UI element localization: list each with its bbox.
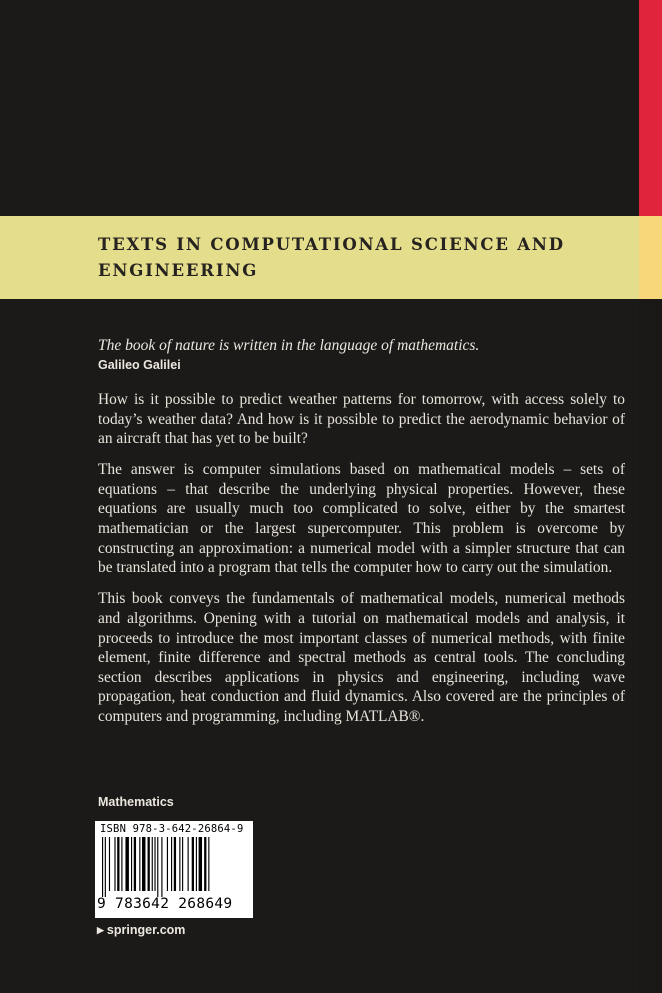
- barcode-bar: [117, 837, 119, 891]
- barcode: [95, 821, 253, 918]
- barcode-bar: [131, 837, 132, 891]
- spine-red-bar: [639, 0, 662, 216]
- barcode-bar: [199, 837, 202, 891]
- barcode-bar: [204, 837, 206, 891]
- website-label: springer.com: [106, 923, 186, 937]
- publisher-website: [97, 923, 185, 937]
- arrow-right-icon: ▶: [97, 925, 104, 935]
- blurb: [98, 390, 625, 738]
- barcode-bar: [114, 837, 115, 891]
- epigraph-author: Galileo Galilei: [98, 358, 181, 372]
- isbn-label: ISBN 978-3-642-26864-9: [100, 823, 244, 835]
- barcode-bar: [139, 837, 140, 891]
- subject-category: Mathematics: [98, 795, 174, 809]
- barcode-bar: [182, 837, 183, 891]
- blurb-paragraph: How is it possible to predict weather patterns for tomorrow, with access solely to today’s weather data? And how is it possible to predict the aerodynamic behavior of an aircraft that has yet to be built?: [98, 391, 625, 448]
- barcode-bar: [192, 837, 194, 891]
- barcode-bar: [109, 837, 110, 891]
- blurb-paragraph: The answer is computer simulations based on mathematical models – sets of equations – that describe the underlying physical properties. However, these equations are usually much too complicated to solve, either by the smartest mathematician or the largest supercomputer. This problem is overcome by constructing an approximation: a numerical model with a simpler structure that can be translated into a program that tells the computer how to carry out the simulation.: [98, 461, 625, 577]
- barcode-bar: [134, 837, 136, 891]
- blurb-paragraph: This book conveys the fundamentals of mathematical models, numerical methods and algorithms. Opening with a tutorial on mathematical models and analysis, it proceeds to introduce the most important classes of numerical methods, with finite element, finite difference and spectral methods as central tools. The concluding section describes applications in physics and engineering, including wave propagation, heat conduction and fluid dynamics. Also covered are the principles of computers and programming, including MATLAB®.: [98, 590, 625, 725]
- barcode-bar: [196, 837, 197, 891]
- barcode-bars-icon: [102, 837, 246, 897]
- barcode-bar: [142, 837, 145, 891]
- barcode-bar: [125, 837, 128, 891]
- barcode-bar: [208, 837, 209, 891]
- barcode-bar: [167, 837, 168, 891]
- barcode-bar: [174, 837, 176, 891]
- barcode-bar: [105, 837, 106, 897]
- barcode-bar: [161, 837, 162, 897]
- barcode-bar: [157, 837, 158, 897]
- spine-yellow-bar: [639, 216, 662, 299]
- barcode-bar: [102, 837, 103, 897]
- ean-digits: 9 783642 268649: [97, 896, 233, 912]
- barcode-bar: [188, 837, 189, 891]
- series-title: TEXTS IN COMPUTATIONAL SCIENCE AND ENGINEERING: [98, 235, 565, 280]
- epigraph-quote: The book of nature is written in the language of mathematics.: [98, 337, 480, 354]
- barcode-bar: [121, 837, 122, 891]
- barcode-bar: [171, 837, 172, 891]
- barcode-bar: [154, 837, 155, 891]
- barcode-bar: [152, 837, 153, 891]
- barcode-bar: [179, 837, 180, 891]
- barcode-bar: [148, 837, 150, 891]
